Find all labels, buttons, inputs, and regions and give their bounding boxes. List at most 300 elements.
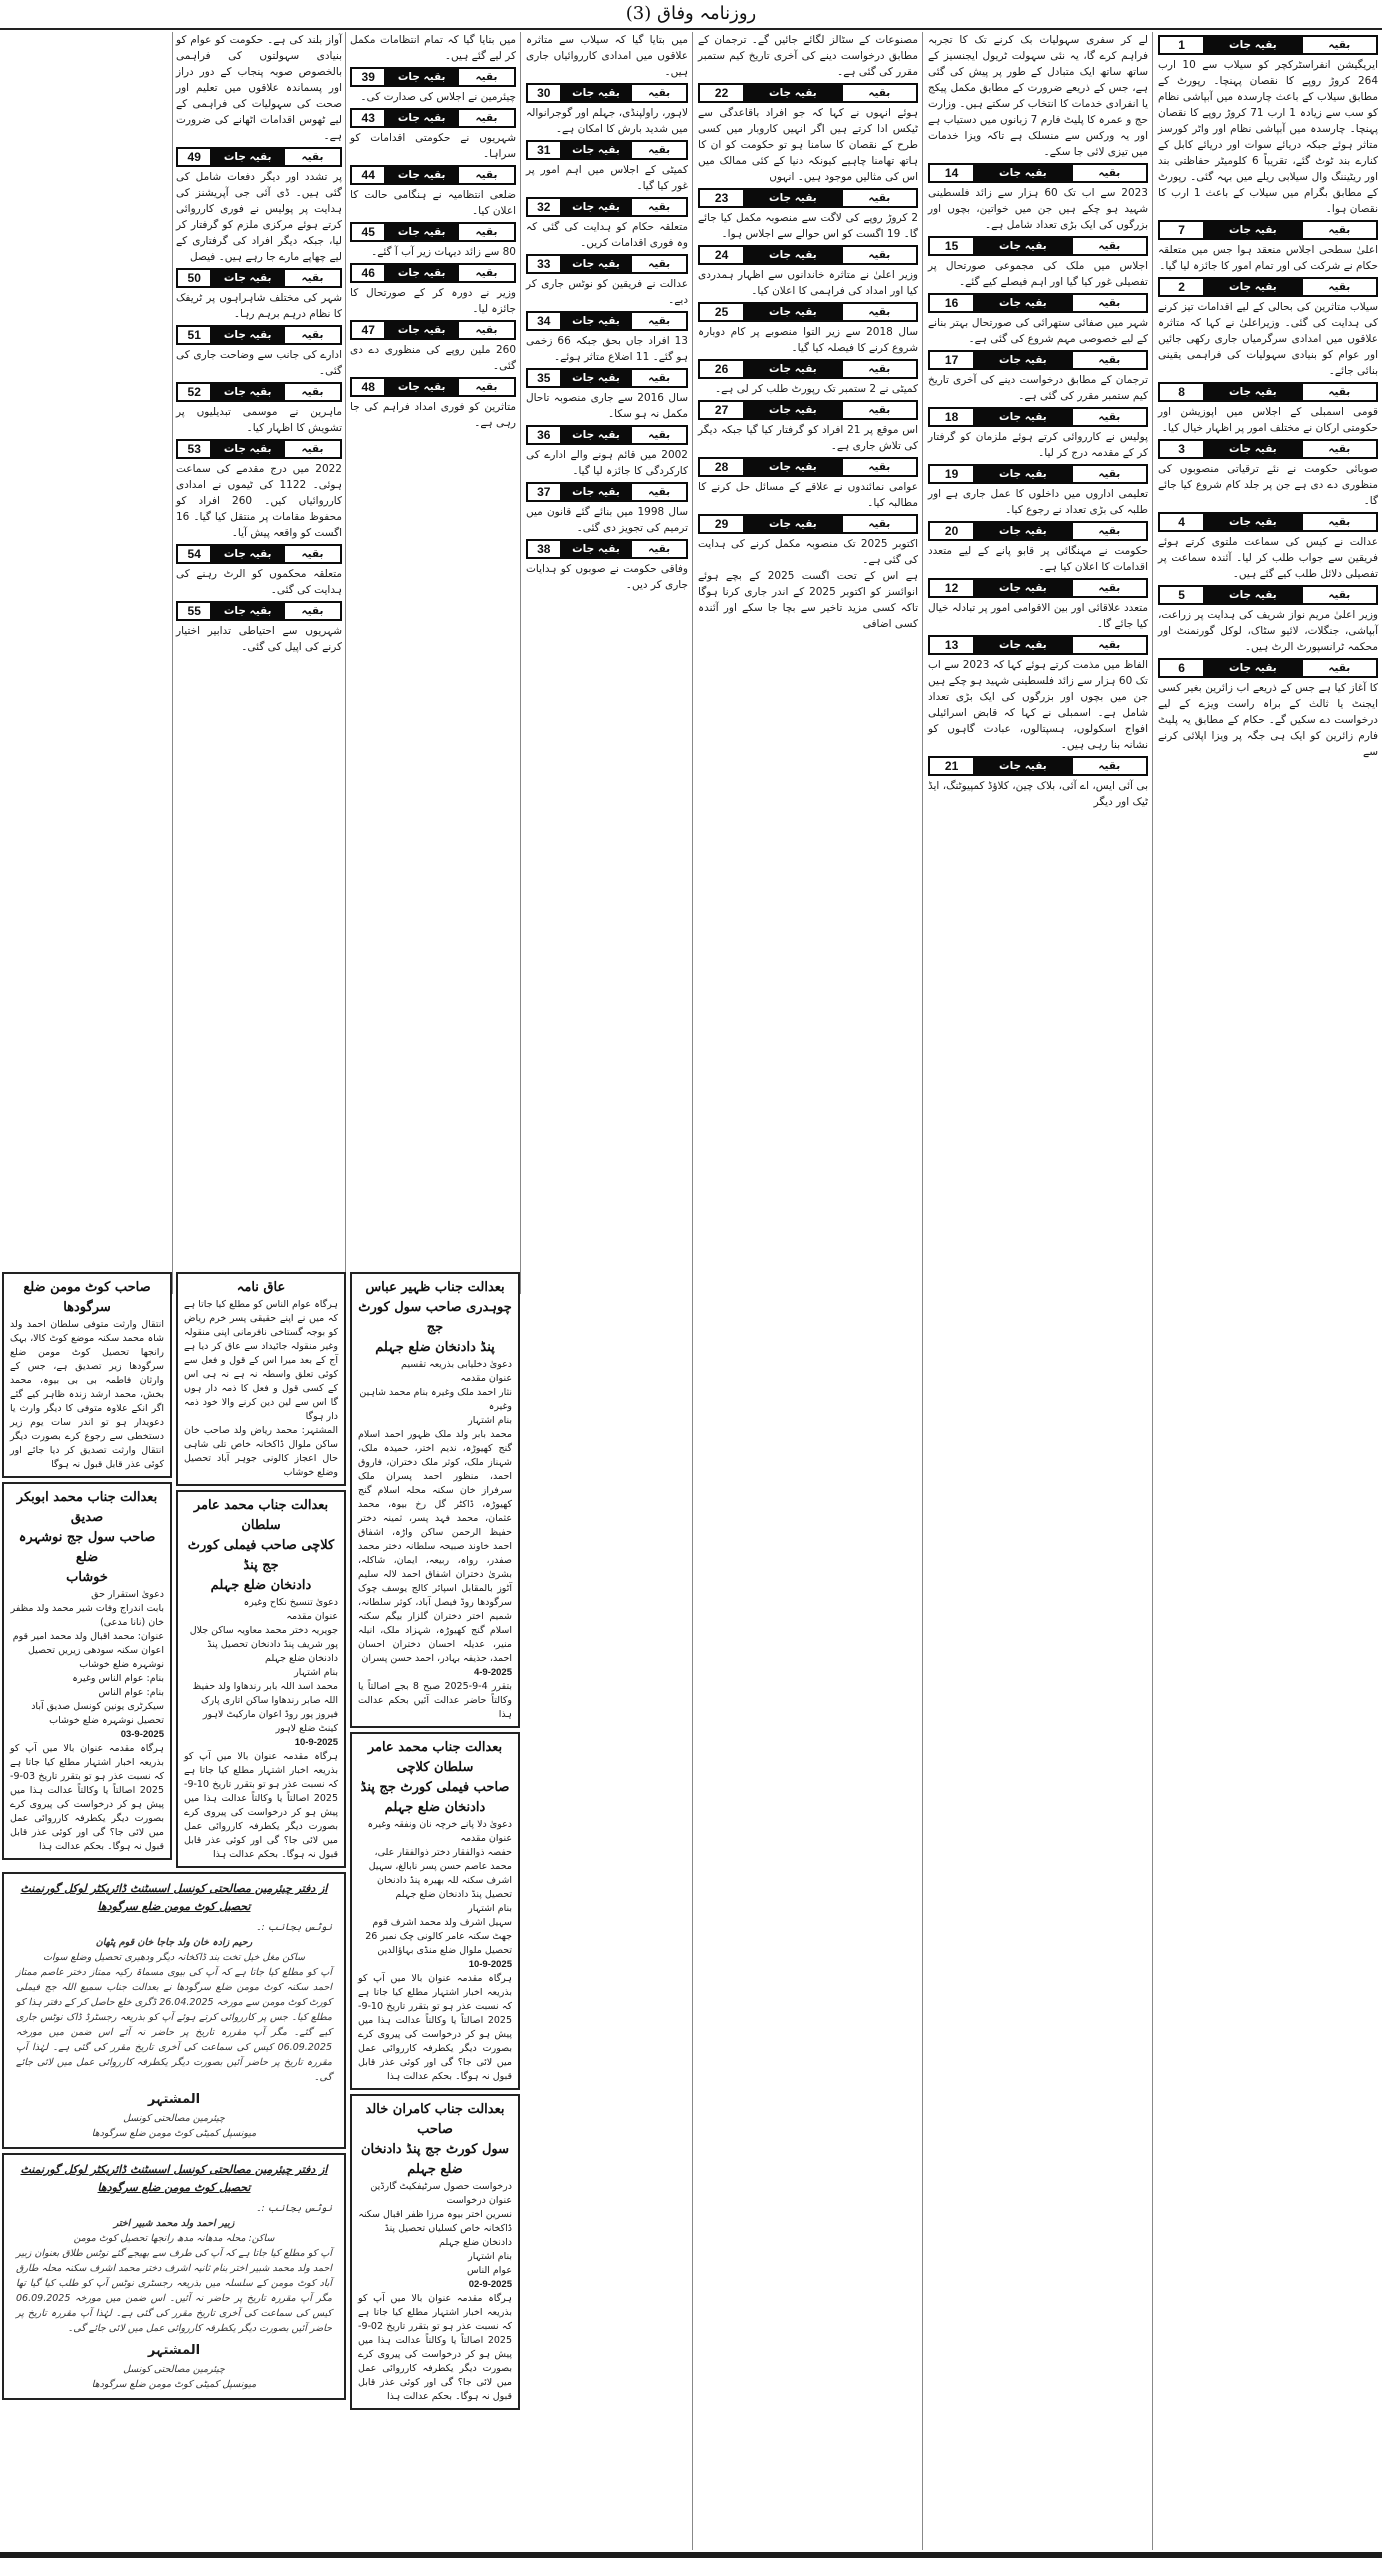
continuation-number: 52 (178, 384, 210, 400)
continuation-title: بقیہ جات (999, 354, 1047, 366)
continuation-title: بقیہ جات (572, 315, 620, 327)
continuation-title: بقیہ جات (397, 226, 446, 238)
continuation-title: بقیہ جات (1229, 516, 1277, 528)
continuation-title: بقیہ جات (769, 461, 817, 473)
continuation-number: 37 (528, 484, 560, 500)
ad-heading-1: بعدالت جناب کامران خالد صاحب (365, 2102, 505, 2137)
news-paragraph: شہریوں سے احتیاطی تدابیر اختیار کرنے کی اپیل کی گئی۔ (176, 625, 342, 653)
continuation-number: 6 (1160, 660, 1203, 676)
notice-signature: المشتہر (147, 2343, 201, 2358)
continuation-header (526, 83, 688, 103)
ad-heading-2: کلاچی صاحب فیملی کورٹ جج پنڈ (187, 1538, 335, 1573)
notice-addressee: زبیر احمد ولد محمد شبیر اختر (113, 2218, 235, 2229)
continuation-number: 5 (1160, 587, 1203, 603)
continuation-title: بقیہ جات (999, 525, 1047, 537)
continuation-label: بقیہ (459, 167, 514, 183)
continuation-header (1158, 512, 1378, 532)
continuation-header (350, 165, 516, 185)
news-paragraph: صوبائی حکومت نے نئے ترقیاتی منصوبوں کی منظوری دے دی ہے جن پر جلد کام شروع کیا جائے گا۔ (1158, 463, 1378, 507)
ad-kamran-khalid-civil-court (350, 2094, 520, 2410)
continuation-number: 33 (528, 256, 560, 272)
news-paragraph: اعلیٰ سطحی اجلاس منعقد ہوا جس میں متعلقہ حکام نے شرکت کی اور تمام امور کا جائزہ لیا گیا۔ (1158, 244, 1378, 272)
continuation-number: 46 (352, 265, 384, 281)
continuation-number: 13 (930, 637, 973, 653)
continuation-title: بقیہ جات (769, 249, 817, 261)
continuation-number: 47 (352, 322, 384, 338)
reconciliation-notice-1 (2, 1872, 346, 2149)
ad-hearing-date: 10-9-2025 (294, 1737, 338, 1748)
continuation-header (176, 325, 342, 345)
continuation-number: 49 (178, 149, 210, 165)
continuation-title: بقیہ جات (1229, 39, 1277, 51)
continuation-number: 21 (930, 758, 973, 774)
news-paragraph: اس موقع پر 21 افراد کو گرفتار کیا گیا جبکہ دیگر کی تلاش جاری ہے۔ (698, 424, 918, 452)
news-paragraph: 260 ملین روپے کی منظوری دے دی گئی۔ (350, 344, 516, 372)
news-paragraph: متعلقہ محکموں کو الرٹ رہنے کی ہدایت کی گئی۔ (176, 568, 342, 596)
news-paragraph: سال 1998 میں بنائے گئے قانون میں ترمیم کی تجویز دی گئی۔ (526, 506, 688, 534)
continuation-number: 1 (1160, 37, 1203, 53)
ad-defendants: محمد بابر ولد ملک ظہور احمد اسلام گنج کھیوڑہ، ندیم اختر، حمیدہ ملک، شہناز ملک، کوثر ملک دختران، فاروق احمد، منظور احمد پسران ملک سرفراز خان سکنہ محلہ اسلام گنج کھیوڑہ، ڈاکٹر گل رخ بیوہ، محمد عثمان، محمد فہد پسر، ثمینہ دختر حفیظ الرحمن ساکن واڑہ، اشفاق احمد خاوند صبیحہ سلطانہ دختر محمد صفدر، رواہ، ربیعہ، ایمان، شاکلہ، بشریٰ دختران اشفاق احمد لالہ سلیم آٹوز بالمقابل اسپائر کالج یوسف چوک سرگودھا روڈ فیصل آباد، کوثر سلطانہ، شمیم اختر دختران گلزار بیگم سکنہ اسلام گنج کھیوڑہ، شہزاد ملک، انیلہ منیر، عدیلہ احسان دختران احسان احمد، حذیفہ بہادر، احمد حسن پسران (358, 1429, 512, 1664)
continuation-number: 17 (930, 352, 973, 368)
continuation-header (1158, 35, 1378, 55)
continuation-label: بقیہ (632, 427, 686, 443)
news-paragraph: لاہور، راولپنڈی، جہلم اور گوجرانوالہ میں شدید بارش کا امکان ہے۔ (526, 107, 688, 135)
ad-heading-3: پنڈ دادنخان ضلع جہلم (375, 1340, 495, 1355)
news-paragraph: حکومت نے مہنگائی پر قابو پانے کے لیے متعدد اقدامات کا اعلان کیا ہے۔ (928, 545, 1148, 573)
continuation-label: بقیہ (1073, 758, 1146, 774)
news-paragraph: اجلاس میں ملک کی مجموعی صورتحال پر تفصیلی غور کیا گیا اور اہم فیصلے کیے گئے۔ (928, 260, 1148, 288)
continuation-number: 25 (700, 304, 743, 320)
continuation-title: بقیہ جات (397, 169, 446, 181)
ad-parties: جویریہ دختر محمد معاویہ ساکن جلال پور شریف پنڈ دادنخان تحصیل پنڈ دادنخان ضلع جہلم (189, 1625, 338, 1664)
continuation-header (698, 400, 918, 420)
ad-body: ہرگاہ عوام الناس کو مطلع کیا جاتا ہے کہ میں نے اپنے حقیقی پسر خرم ریاض کو بوجہ گستاخی نافرمانی اپنی منقولہ وغیر منقولہ جائیداد سے عاق کر دیا ہے آج کے بعد میرا اس کے قول و فعل سے کوئی تعلق واسطہ نہ ہے نہ ہی اس کے کسی قول و فعل کا ذمہ دار ہوں گا اس سے لین دین کرنے والا خود ذمہ دار ہوگا (184, 1299, 338, 1422)
notice-footer-1: چیئرمین مصالحتی کونسل (123, 2113, 225, 2124)
continuation-title: بقیہ جات (572, 201, 620, 213)
continuation-number: 50 (178, 270, 210, 286)
ad-vs-1: بنام: عوام الناس وغیرہ (72, 1673, 164, 1684)
continuation-number: 31 (528, 142, 560, 158)
continuation-title: بقیہ جات (999, 297, 1047, 309)
continuation-number: 14 (930, 165, 973, 181)
continuation-number: 26 (700, 361, 743, 377)
ad-parties: نسرین اختر بیوہ مرزا ظفر اقبال سکنہ ڈاکخانہ خاص کسلیاں تحصیل پنڈ دادنخان ضلع جہلم (358, 2209, 512, 2248)
continuation-label: بقیہ (1073, 165, 1146, 181)
continuation-header (350, 67, 516, 87)
continuation-header (1158, 382, 1378, 402)
continuation-header (698, 302, 918, 322)
continuation-title: بقیہ جات (999, 468, 1047, 480)
continuation-label: بقیہ (285, 270, 340, 286)
ad-case-type: دعویٰ دخلیابی بذریعہ تقسیم (401, 1359, 512, 1370)
continuation-label: بقیہ (843, 459, 916, 475)
continuation-label: بقیہ (1073, 637, 1146, 653)
news-paragraph: عدالت نے فریقین کو نوٹس جاری کر دیے۔ (526, 278, 688, 306)
continuation-number: 29 (700, 516, 743, 532)
notice-address: ساکن: محلہ مدھانہ مدھ رانجھا تحصیل کوٹ مومن (73, 2233, 275, 2244)
notice-addressee: رحیم زادہ خان ولد جاجا خان قوم پٹھان (95, 1937, 253, 1948)
news-paragraph: تعلیمی اداروں میں داخلوں کا عمل جاری ہے اور طلبہ کی بڑی تعداد نے رجوع کیا۔ (928, 488, 1148, 516)
continuation-header (1158, 277, 1378, 297)
ad-signature: المشتہر: محمد ریاض ولد صاحب خان ساکن ملوال ڈاکخانہ خاص تلی شاہی حال اعجاز کالونی جوہر آباد تحصیل وضلع خوشاب (184, 1425, 338, 1478)
news-column-3 (698, 32, 918, 632)
continuation-header (526, 140, 688, 160)
continuation-title: بقیہ جات (572, 486, 620, 498)
continuation-label: بقیہ (1073, 466, 1146, 482)
continuation-title: بقیہ جات (999, 760, 1047, 772)
ad-heading-3: دادنخان ضلع جہلم (210, 1578, 312, 1593)
news-paragraph: شہریوں نے حکومتی اقدامات کو سراہا۔ (350, 132, 516, 160)
continuation-label: بقیہ (459, 265, 514, 281)
continuation-number: 51 (178, 327, 210, 343)
ad-zaheer-abbas-civil-court (350, 1272, 520, 1728)
notice-footer-2: میونسپل کمیٹی کوٹ مومن ضلع سرگودھا (91, 2128, 257, 2139)
ad-heading-2: صاحب فیملی کورٹ جج پنڈ دادنخان ضلع جہلم (360, 1780, 510, 1815)
continuation-label: بقیہ (1073, 295, 1146, 311)
continuation-title: بقیہ جات (223, 151, 272, 163)
continuation-number: 15 (930, 238, 973, 254)
ad-kot-momin-inheritance (2, 1272, 172, 1478)
news-paragraph: شہر کی مختلف شاہراہوں پر ٹریفک کا نظام درہم برہم رہا۔ (176, 292, 342, 320)
ad-abubakar-siddique (2, 1482, 172, 1860)
news-paragraph: وزیر اعلیٰ مریم نواز شریف کی ہدایت پر زراعت، آبپاشی، جنگلات، لائیو سٹاک، لوکل گورنمنٹ اور محکمہ ٹرانسپورٹ الرٹ ہیں۔ (1158, 609, 1378, 653)
continuation-number: 7 (1160, 222, 1203, 238)
continuation-title: بقیہ جات (223, 443, 272, 455)
ad-notice-label: بنام اشتہار (294, 1667, 338, 1678)
continuation-title: بقیہ جات (999, 582, 1047, 594)
continuation-label: بقیہ (1303, 660, 1376, 676)
news-paragraph: وزیر اعلیٰ نے متاثرہ خاندانوں سے اظہار ہمدردی کیا اور امداد کی فراہمی کا اعلان کیا۔ (698, 269, 918, 297)
news-paragraph: کا آغاز کیا ہے جس کے ذریعے اب زائرین بغیر کسی ایجنٹ یا ثالث کے براہ راست ویزے کے لیے درخواست دے سکیں گے۔ حکام کے مطابق یہ پلیٹ فارم زائرین کو ایک ہی جگہ پر ویزا اپلائی کرنے سے (1158, 682, 1378, 758)
continuation-title: بقیہ جات (999, 639, 1047, 651)
continuation-title: بقیہ جات (769, 87, 817, 99)
continuation-number: 38 (528, 541, 560, 557)
news-paragraph: کمیٹی کے اجلاس میں اہم امور پر غور کیا گیا۔ (526, 164, 688, 192)
continuation-header (526, 482, 688, 502)
ad-parties: نثار احمد ملک وغیرہ بنام محمد شاہین وغیرہ (359, 1387, 512, 1412)
notice-addressee-label: نوٹس بجانب :۔ (255, 2203, 332, 2214)
continuation-header (526, 368, 688, 388)
continuation-header (928, 407, 1148, 427)
notice-body: آپ کو مطلع کیا جاتا ہے کہ آپ کی طرف سے بھیجے گئے نوٹس طلاق بعنوان زبیر احمد ولد محمد شبیر اختر بنام ثانیہ اشرف دختر محمد اشرف سکنہ محلہ طارق آباد کوٹ مومن کے سلسلہ میں بذریعہ رجسٹری نوٹس آپ کو طلب کیا گیا تھا مگر آپ مقررہ تاریخ پر حاضر نہ آئیں۔ اس ضمن میں مورخہ 06.09.2025 کیس کی سماعت کی آخری تاریخ مقرر کی گئی ہے۔ لہٰذا آپ مقررہ تاریخ پر حاضر آئیں بصورت دیگر یکطرفہ کارروائی عمل میں لائی جائے گی۔ (16, 2248, 332, 2334)
continuation-number: 8 (1160, 384, 1203, 400)
news-paragraph: میں بتایا گیا کہ تمام انتظامات مکمل کر لیے گئے ہیں۔ (350, 34, 516, 62)
continuation-label: بقیہ (459, 224, 514, 240)
notice-footer-1: چیئرمین مصالحتی کونسل (123, 2364, 225, 2375)
column-divider (692, 32, 693, 2550)
ad-notice-label: بنام اشتہار (468, 2251, 512, 2262)
continuation-number: 36 (528, 427, 560, 443)
ad-body: ہرگاہ مقدمہ عنوان بالا میں آپ کو بذریعہ اخبار اشتہار مطلع کیا جاتا ہے کہ نسبت عذر ہو تو بتقرر تاریخ 02-9-2025 اصالتاً یا وکالتاً عدالت ہذا میں پیش ہو کر درخواست کی پیروی کرے بصورت دیگر یکطرفہ کارروائی عمل میں لائی جا؟ گی اور کوئی عذر قابل قبول نہ ہوگا۔ بحکم عدالت ہذا (358, 2293, 512, 2402)
column-divider (1152, 32, 1153, 2550)
news-paragraph: 2023 سے اب تک 60 ہزار سے زائد فلسطینی شہید ہو چکے ہیں جن میں خواتین، بچوں اور بزرگوں کی ایک بڑی تعداد شامل ہے۔ (928, 187, 1148, 231)
continuation-header (698, 514, 918, 534)
page-bottom-rule (0, 2552, 1382, 2558)
continuation-title: بقیہ جات (572, 429, 620, 441)
continuation-label: بقیہ (285, 384, 340, 400)
news-paragraph: 2022 میں درج مقدمے کی سماعت ہوئی۔ 1122 کی ٹیموں نے امدادی کارروائیاں کیں۔ 260 افراد کو محفوظ مقامات پر منتقل کیا گیا۔ 16 اگست کو واقعہ پیش آیا۔ (176, 463, 342, 539)
continuation-title: بقیہ جات (572, 258, 620, 270)
continuation-title: بقیہ جات (572, 543, 620, 555)
ad-case-type: دعویٰ دلا پانے خرچہ نان ونفقہ وغیرہ (367, 1819, 512, 1830)
continuation-number: 4 (1160, 514, 1203, 530)
ad-body: ہرگاہ مقدمہ عنوان بالا میں آپ کو بذریعہ اخبار اشتہار مطلع کیا جاتا ہے کہ نسبت عذر ہو تو بتقرر تاریخ 10-9-2025 اصالتاً یا وکالتاً عدالت ہذا میں پیش ہو کر درخواست کی پیروی کرے بصورت دیگر یکطرفہ کارروائی عمل میں لائی جا؟ گی اور کوئی عذر قابل قبول نہ ہوگا۔ بحکم عدالت ہذا (358, 1973, 512, 2082)
continuation-header (350, 222, 516, 242)
continuation-header (176, 147, 342, 167)
news-paragraph: پولیس نے کارروائی کرتے ہوئے ملزمان کو گرفتار کر کے مقدمہ درج کر لیا۔ (928, 431, 1148, 459)
ad-hearing-date: 03-9-2025 (120, 1729, 164, 1740)
continuation-title: بقیہ جات (572, 87, 620, 99)
continuation-header (526, 197, 688, 217)
ad-parties: حفصہ ذوالفقار دختر ذوالفقار علی، محمد عاصم حسن پسر نابالغ، سہیل اشرف سکنہ للہ بھیرہ پنڈ دادنخان تحصیل پنڈ دادنخان ضلع جہلم (368, 1847, 512, 1900)
continuation-title: بقیہ جات (397, 112, 446, 124)
news-paragraph: 2 کروڑ روپے کی لاگت سے منصوبہ مکمل کیا جائے گا۔ 19 اگست کو اس حوالے سے اجلاس ہوا۔ (698, 212, 918, 240)
ad-title-label: عنوان مقدمہ (286, 1611, 338, 1622)
continuation-title: بقیہ جات (397, 324, 446, 336)
ad-title: عنوان: محمد اقبال ولد محمد امیر قوم اعوان سکنہ سودھی زیریں تحصیل نوشہرہ ضلع خوشاب (12, 1631, 164, 1670)
news-column-5 (350, 32, 516, 431)
continuation-label: بقیہ (1303, 222, 1376, 238)
continuation-title: بقیہ جات (1229, 386, 1277, 398)
notice-body: آپ کو مطلع کیا جاتا ہے کہ آپ کی بیوی مسماۃ رکیہ ممتاز دختر عاصم ممتاز احمد سکنہ کوٹ مومن ضلع سرگودھا نے بعدالت جناب سمیع اللہ جج فیملی کورٹ کوٹ مومن سے مورخہ 26.04.2025 ڈگری خلع حاصل کر کے دفتر ہذا کو مطلع کیا۔ جس پر کارروائی کرتے ہوئے آپ کو بذریعہ رجسٹرڈ ڈاک نوٹس جاری کیے گئے۔ مگر آپ مقررہ تاریخ پر حاضر نہ آئے اس ضمن میں مورخہ 06.09.2025 کیس کی سماعت کی آخری تاریخ مقرر کی گئی ہے۔ لہٰذا آپ مقررہ تاریخ پر حاضر آئیں بصورت دیگر یکطرفہ کارروائی عمل میں لائی جائے گی۔ (16, 1967, 332, 2083)
continuation-label: بقیہ (632, 484, 686, 500)
notice-addressee-label: نوٹس بجانب :۔ (255, 1922, 332, 1933)
continuation-label: بقیہ (1073, 580, 1146, 596)
ad-title-label: عنوان مقدمہ (460, 1373, 512, 1384)
continuation-number: 34 (528, 313, 560, 329)
continuation-title: بقیہ جات (223, 386, 272, 398)
continuation-label: بقیہ (1073, 352, 1146, 368)
continuation-title: بقیہ جات (397, 381, 446, 393)
news-paragraph: 80 سے زائد دیہات زیر آب آ گئے۔ (371, 246, 516, 258)
masthead (0, 0, 1382, 28)
continuation-title: بقیہ جات (769, 363, 817, 375)
news-paragraph: متاثرین کو فوری امداد فراہم کی جا رہی ہے۔ (350, 401, 516, 429)
continuation-title: بقیہ جات (999, 240, 1047, 252)
ad-party: سیکرٹری یونین کونسل صدیق آباد تحصیل نوشہرہ ضلع خوشاب (31, 1701, 164, 1726)
reconciliation-notice-2 (2, 2153, 346, 2400)
news-paragraph: سال 2016 سے جاری منصوبہ تاحال مکمل نہ ہو سکا۔ (526, 392, 688, 420)
continuation-title: بقیہ جات (1229, 224, 1277, 236)
continuation-label: بقیہ (632, 142, 686, 158)
news-paragraph: قومی اسمبلی کے اجلاس میں اپوزیشن اور حکومتی ارکان نے مختلف امور پر اظہار خیال کیا۔ (1158, 406, 1378, 434)
continuation-header (526, 539, 688, 559)
ad-title-label: عنوان مقدمہ (460, 1833, 512, 1844)
continuation-label: بقیہ (843, 361, 916, 377)
news-column-1 (1158, 32, 1378, 760)
ad-heading-2: چوہدری صاحب سول کورٹ جج (358, 1300, 512, 1335)
continuation-label: بقیہ (843, 247, 916, 263)
continuation-number: 45 (352, 224, 384, 240)
continuation-header (928, 163, 1148, 183)
continuation-label: بقیہ (285, 149, 340, 165)
continuation-label: بقیہ (1303, 587, 1376, 603)
continuation-header (928, 350, 1148, 370)
ad-heading-1: بعدالت جناب محمد ابوبکر صدیق (16, 1490, 158, 1525)
ad-notice-label: بنام اشتہار (468, 1903, 512, 1914)
continuation-number: 55 (178, 603, 210, 619)
continuation-label: بقیہ (843, 516, 916, 532)
continuation-label: بقیہ (843, 304, 916, 320)
news-paragraph: سال 2018 سے زیر التوا منصوبے پر کام دوبارہ شروع کرنے کا فیصلہ کیا گیا۔ (698, 326, 918, 354)
continuation-header (698, 245, 918, 265)
continuation-label: بقیہ (459, 322, 514, 338)
ad-body: ہرگاہ مقدمہ عنوان بالا میں آپ کو بذریعہ اخبار اشتہار مطلع کیا جاتا ہے کہ نسبت عذر ہو تو بتقرر تاریخ 10-9-2025 اصالتاً یا وکالتاً عدالت ہذا میں پیش ہو کر درخواست کی پیروی کرے بصورت دیگر یکطرفہ کارروائی عمل میں لائی جا؟ گی اور کوئی عذر قابل قبول نہ ہوگا۔ بحکم عدالت ہذا (184, 1751, 338, 1860)
continuation-title: بقیہ جات (223, 329, 272, 341)
continuation-header (176, 439, 342, 459)
ad-case-type: درخواست حصول سرٹیفکیٹ گارڈین (370, 2181, 512, 2192)
continuation-label: بقیہ (1073, 523, 1146, 539)
continuation-label: بقیہ (632, 313, 686, 329)
continuation-title: بقیہ جات (769, 404, 817, 416)
continuation-number: 18 (930, 409, 973, 425)
continuation-label: بقیہ (285, 546, 340, 562)
continuation-title: بقیہ جات (999, 411, 1047, 423)
notice-heading: از دفتر چیئرمین مصالحتی کونسل اسسٹنٹ ڈائریکٹر لوکل گورنمنٹ تحصیل کوٹ مومن ضلع سرگودھا (20, 2163, 328, 2194)
continuation-number: 44 (352, 167, 384, 183)
ad-notice-label: بنام اشتہار (468, 1415, 512, 1426)
news-paragraph: لے کر سفری سہولیات بک کرنے تک کا تجربہ فراہم کرے گا، یہ نئی سہولت ٹریول ایجنسیز کے ساتھ ساتھ ایک متبادل کے طور پر پیش کی گئی ہے، جس کے ذریعے ضرورت کے مطابق مکمل پیکج یا انفرادی خدمات کا انتخاب کر سکتے ہیں۔ وزارت حج و عمرہ کا پلیٹ فارم 7 زبانوں میں دستیاب ہے اور یہ ورکس سے منسلک ہے تاکہ ویزا خدمات میں تیزی لائی جا سکے۔ (928, 34, 1148, 158)
continuation-label: بقیہ (1073, 238, 1146, 254)
notice-footer-2: میونسپل کمیٹی کوٹ مومن ضلع سرگودھا (91, 2379, 257, 2390)
news-paragraph: آواز بلند کی ہے۔ حکومت کو عوام کو بنیادی سہولتوں کی فراہمی بالخصوص صوبہ پنجاب کے دور دراز اور پسماندہ علاقوں میں تعلیم اور صحت کی سہولیات کی فراہمی کے لیے ٹھوس اقدامات اٹھانے کی ضرورت ہے۔ (176, 34, 342, 142)
ad-case-type: دعویٰ استقرار حق (91, 1589, 164, 1600)
news-paragraph: عدالت نے کیس کی سماعت ملتوی کرتے ہوئے فریقین سے جواب طلب کر لیا۔ آئندہ سماعت پر تفصیلی دلائل طلب کیے گئے ہیں۔ (1158, 536, 1378, 580)
continuation-title: بقیہ جات (572, 144, 620, 156)
continuation-title: بقیہ جات (223, 272, 272, 284)
ad-hearing-date: 10-9-2025 (468, 1959, 512, 1970)
ad-heading-3: خوشاب (66, 1570, 108, 1585)
news-paragraph: ہوئے انہوں نے کہا کہ جو افراد باقاعدگی سے ٹیکس ادا کرتے ہیں اگر انہیں کاروبار میں کسی طرح کے نقصان کا سامنا ہو تو حکومت کو ان کا ہاتھ تھامنا چاہیے کیونکہ دنیا کے کئی ممالک میں اس کی مثالیں موجود ہیں۔ انہوں (698, 107, 918, 183)
continuation-number: 32 (528, 199, 560, 215)
continuation-label: بقیہ (459, 69, 514, 85)
continuation-number: 54 (178, 546, 210, 562)
continuation-number: 53 (178, 441, 210, 457)
continuation-number: 22 (700, 85, 743, 101)
continuation-title: بقیہ جات (769, 518, 817, 530)
continuation-label: بقیہ (632, 199, 686, 215)
column-divider (345, 32, 346, 1294)
news-paragraph: شہر میں صفائی ستھرائی کی صورتحال بہتر بنانے کے لیے خصوصی مہم شروع کی گئی ہے۔ (928, 317, 1148, 345)
continuation-header (176, 268, 342, 288)
continuation-header (928, 293, 1148, 313)
continuation-title: بقیہ جات (1229, 443, 1277, 455)
continuation-header (1158, 220, 1378, 240)
continuation-header (928, 578, 1148, 598)
ad-closing: بتقرر 4-9-2025 صبح 8 بجے اصالتاً یا وکالتاً حاضر عدالت آئیں بحکم عدالت ہذا (358, 1681, 512, 1720)
ad-heading-1: بعدالت جناب محمد عامر سلطان کلاچی (367, 1740, 503, 1775)
notice-signature: المشتہر (147, 2092, 201, 2107)
continuation-number: 27 (700, 402, 743, 418)
continuation-number: 30 (528, 85, 560, 101)
continuation-label: بقیہ (285, 441, 340, 457)
ad-heading-1: بعدالت جناب محمد عامر سلطان (193, 1498, 329, 1533)
continuation-number: 20 (930, 523, 973, 539)
continuation-number: 16 (930, 295, 973, 311)
continuation-number: 23 (700, 190, 743, 206)
news-paragraph: متعدد علاقائی اور بین الاقوامی امور پر تبادلہ خیال کیا جائے گا۔ (928, 602, 1148, 630)
ad-subject: بابت اندراج وفات شیر محمد ولد مظفر خان (نانا مدعی) (10, 1603, 164, 1628)
continuation-header (928, 635, 1148, 655)
continuation-label: بقیہ (285, 603, 340, 619)
news-paragraph: اکتوبر 2025 تک منصوبہ مکمل کرنے کی ہدایت کی گئی ہے۔ (698, 538, 919, 566)
continuation-header (350, 320, 516, 340)
continuation-label: بقیہ (1303, 37, 1376, 53)
ad-title-label: عنوان درخواست (446, 2195, 512, 2206)
column-divider (922, 32, 923, 2550)
newspaper-title: روزنامہ وفاق (3) (625, 3, 757, 24)
ad-hearing-date: 02-9-2025 (468, 2279, 512, 2290)
news-paragraph: وفاقی حکومت نے صوبوں کو ہدایات جاری کر دیں۔ (526, 563, 688, 591)
news-paragraph: چیئرمین نے اجلاس کی صدارت کی۔ (360, 91, 516, 103)
continuation-number: 3 (1160, 441, 1203, 457)
continuation-header (698, 359, 918, 379)
news-paragraph: ایریگیشن انفراسٹرکچر کو سیلاب سے 10 ارب 264 کروڑ روپے کا نقصان پہنچا۔ رپورٹ کے مطابق سیلاب کے باعث چارسدہ میں آبپاشی نظام کو سب سے زیادہ 1 ارب 71 کروڑ روپے کا نقصان پہنچا۔ چارسدہ میں آبپاشی نظام اور واٹر کورسز متاثر ہوئے جبکہ دریائے سوات اور دریائے کابل کے کنارے بند ٹوٹ گئے، تقریباً 6 کلومیٹر حفاظتی بند اور ریٹیننگ وال سیلابی ریلے میں بہہ گئی۔ رپورٹ کے مطابق بگرام میں سیلاب کے باعث 1 ارب کا نقصان ہوا۔ (1158, 59, 1378, 215)
continuation-number: 12 (930, 580, 973, 596)
continuation-number: 2 (1160, 279, 1203, 295)
continuation-label: بقیہ (843, 190, 916, 206)
news-paragraph: کمیٹی نے 2 ستمبر تک رپورٹ طلب کر لی ہے۔ (714, 383, 918, 395)
continuation-number: 48 (352, 379, 384, 395)
masthead-divider (0, 28, 1382, 30)
continuation-label: بقیہ (459, 110, 514, 126)
continuation-header (526, 254, 688, 274)
news-paragraph: وزیر نے دورہ کر کے صورتحال کا جائزہ لیا۔ (350, 287, 516, 315)
news-column-6 (176, 32, 342, 655)
continuation-header (350, 263, 516, 283)
continuation-title: بقیہ جات (769, 192, 817, 204)
continuation-title: بقیہ جات (769, 306, 817, 318)
ad-aamir-sultan-maintenance (350, 1732, 520, 2090)
news-paragraph: الفاظ میں مذمت کرتے ہوئے کہا کہ 2023 سے اب تک 60 ہزار سے زائد فلسطینی شہید ہو چکے ہیں جن میں بچوں اور بزرگوں کی ایک بڑی تعداد شامل ہے۔ اسمبلی نے کہا کہ قابض اسرائیلی افواج اسکولوں، ہسپتالوں، عبادت گاہوں کو نشانہ بنا رہی ہیں۔ (928, 659, 1149, 751)
ad-aamir-sultan-family-court (176, 1490, 346, 1868)
news-paragraph: 2002 میں قائم ہونے والے ادارے کی کارکردگی کا جائزہ لیا گیا۔ (526, 449, 688, 477)
column-divider (520, 32, 521, 1294)
ad-case-type: دعویٰ تنسیخ نکاح وغیرہ (243, 1597, 338, 1608)
news-paragraph: مصنوعات کے سٹالز لگائے جائیں گے۔ ترجمان کے مطابق درخواست دینے کی آخری تاریخ کیم ستمبر مقرر کی گئی ہے۔ (698, 34, 918, 78)
continuation-header (928, 236, 1148, 256)
ad-defendant: سہیل اشرف ولد محمد اشرف قوم جھٹ سکنہ عامر کالونی چک نمبر 26 تحصیل ملوال ضلع منڈی بہاؤالدین (365, 1917, 512, 1956)
news-paragraph: عوامی نمائندوں نے علاقے کے مسائل حل کرنے کا مطالبہ کیا۔ (698, 481, 918, 509)
news-paragraph: ضلعی انتظامیہ نے ہنگامی حالت کا اعلان کیا۔ (350, 189, 516, 217)
ad-vs-2: بنام: عوام الناس (98, 1687, 164, 1698)
news-paragraph: میں بتایا گیا کہ سیلاب سے متاثرہ علاقوں میں امدادی کارروائیاں جاری ہیں۔ (526, 34, 688, 78)
continuation-title: بقیہ جات (397, 267, 446, 279)
continuation-title: بقیہ جات (1229, 589, 1277, 601)
ad-aaq-nama (176, 1272, 346, 1486)
continuation-label: بقیہ (1303, 279, 1376, 295)
continuation-label: بقیہ (1303, 514, 1376, 530)
continuation-header (176, 382, 342, 402)
continuation-label: بقیہ (285, 327, 340, 343)
continuation-title: بقیہ جات (223, 605, 272, 617)
continuation-label: بقیہ (632, 541, 686, 557)
ad-defendant: محمد اسد اللہ بابر رندھاوا ولد حفیظ اللہ صابر رندھاوا ساکن اتاری پارک فیروز پور روڈ اعوان مارکیٹ لاہور کینٹ ضلع لاہور (192, 1681, 338, 1734)
continuation-header (1158, 658, 1378, 678)
continuation-title: بقیہ جات (1229, 281, 1277, 293)
news-paragraph: ماہرین نے موسمی تبدیلیوں پر تشویش کا اظہار کیا۔ (176, 406, 342, 434)
news-paragraph: ہے اس کے تحت اگست 2025 کے بچے ہوئے انوائسز کو اکتوبر 2025 کے اندر جاری کرنا ہوگا تاکہ کسی مزید تاخیر سے بچا جا سکے اور آئندہ کسی اضافی (698, 570, 919, 630)
news-paragraph: ادارے کی جانب سے وضاحت جاری کی گئی۔ (176, 349, 342, 377)
continuation-header (350, 377, 516, 397)
continuation-title: بقیہ جات (999, 167, 1047, 179)
continuation-header (698, 188, 918, 208)
continuation-title: بقیہ جات (397, 71, 446, 83)
continuation-label: بقیہ (632, 85, 686, 101)
continuation-number: 24 (700, 247, 743, 263)
ad-title: عاق نامہ (236, 1280, 286, 1295)
continuation-header (698, 457, 918, 477)
